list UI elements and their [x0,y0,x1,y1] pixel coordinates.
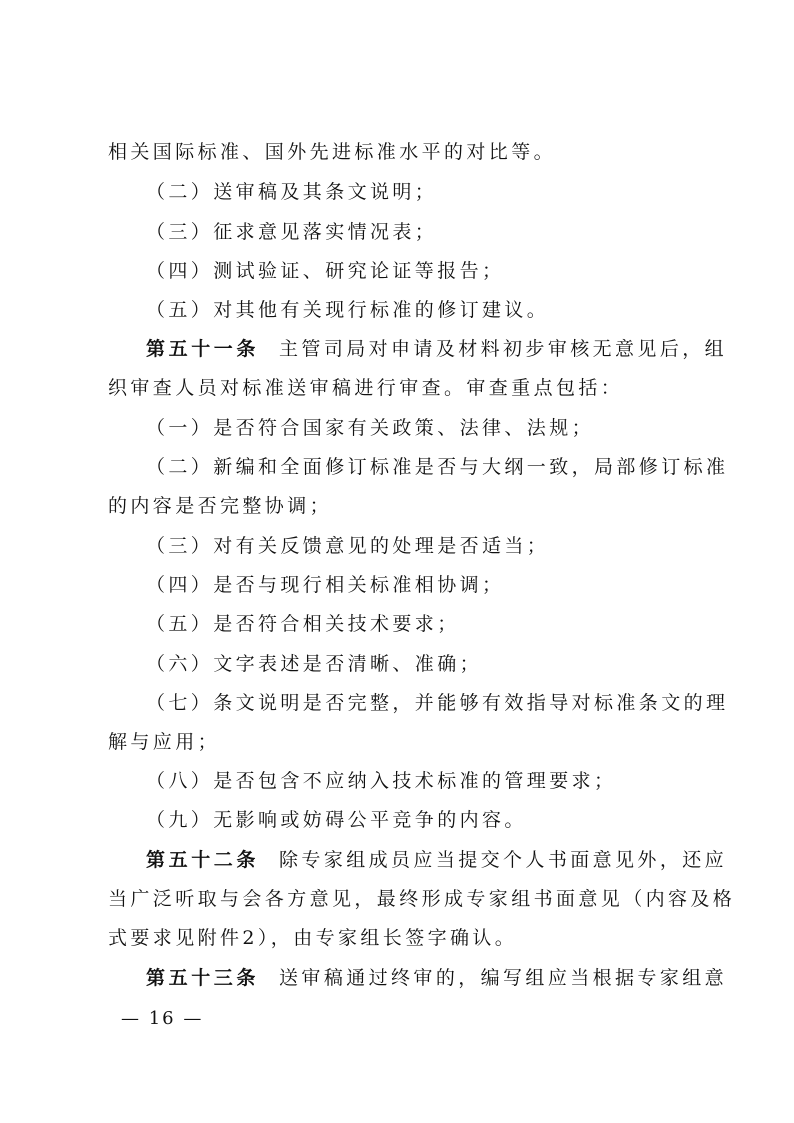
body-line: 解与应用； [108,731,221,753]
page-number: — 16 — [121,1008,204,1029]
body-line: 的内容是否完整协调； [108,495,333,517]
list-item: （八）是否包含不应纳入技术标准的管理要求； [146,770,617,792]
body-line: 织审查人员对标准送审稿进行审查。审查重点包括： [108,377,624,399]
list-item: （三）征求意见落实情况表； [146,221,438,243]
list-item: （九）无影响或妨碍公平竞争的内容。 [146,809,527,831]
article-heading: 第五十三条 [146,967,260,989]
article-text: 主管司局对申请及材料初步审核无意见后，组 [279,338,728,360]
list-item: （五）是否符合相关技术要求； [146,613,460,635]
list-item: （四）是否与现行相关标准相协调； [146,574,505,596]
list-item: （四）测试验证、研究论证等报告； [146,260,505,282]
list-item: （一）是否符合国家有关政策、法律、法规； [146,417,595,439]
list-item: （三）对有关反馈意见的处理是否适当； [146,535,550,557]
body-line: 相关国际标准、国外先进标准水平的对比等。 [108,141,557,163]
list-item: （二）新编和全面修订标准是否与大纲一致，局部修订标准 [146,456,729,478]
article-text: 除专家组成员应当提交个人书面意见外，还应 [279,849,728,871]
list-item: （七）条文说明是否完整，并能够有效指导对标准条文的理 [146,692,729,714]
list-item: （二）送审稿及其条文说明； [146,181,438,203]
article-52-line [146,848,727,872]
body-line: 式要求见附件2），由专家组长签字确认。 [108,927,518,949]
body-line: 当广泛听取与会各方意见，最终形成专家组书面意见（内容及格 [108,888,736,910]
article-heading: 第五十一条 [146,338,260,360]
article-53-line [146,966,727,990]
article-heading: 第五十二条 [146,849,260,871]
article-51-line [146,337,727,361]
article-text: 送审稿通过终审的，编写组应当根据专家组意 [279,967,728,989]
list-item: （五）对其他有关现行标准的修订建议。 [146,299,550,321]
list-item: （六）文字表述是否清晰、准确； [146,653,483,675]
